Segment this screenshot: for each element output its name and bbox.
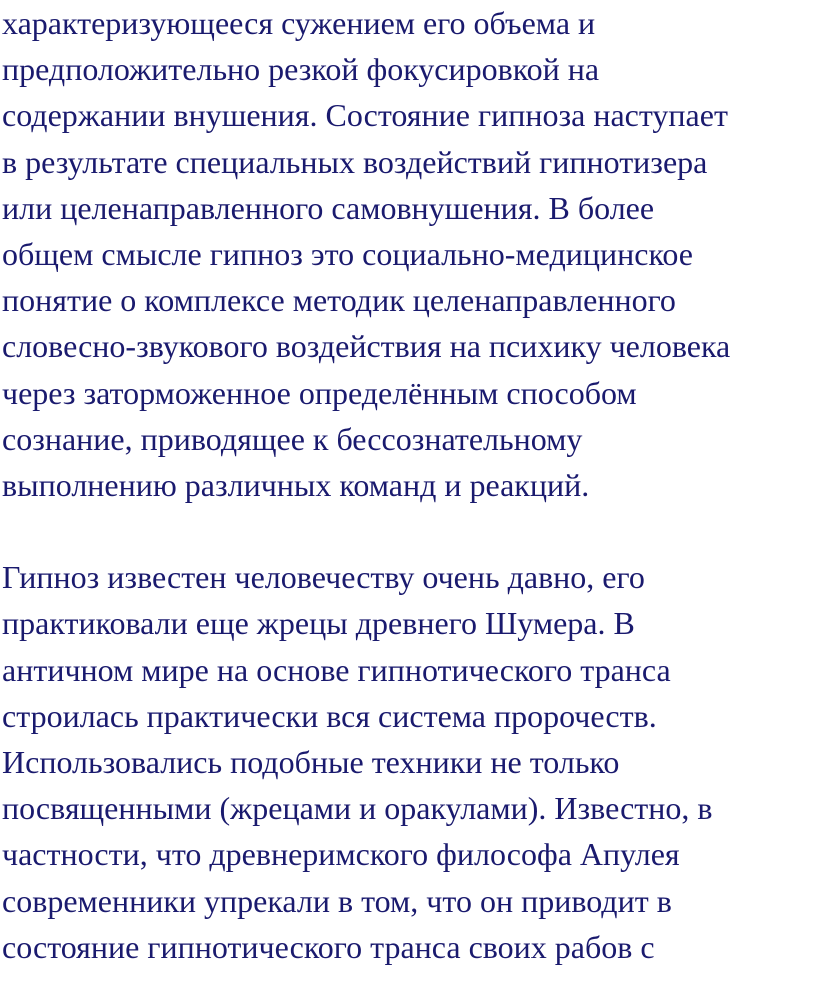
text-line: Гипноз известен человечеству очень давно, его: [2, 559, 645, 596]
paragraph-1: [2, 0, 816, 508]
paragraph-2: [2, 554, 816, 970]
text-line: в результате специальных воздействий гипнотизера: [2, 143, 708, 180]
text-line: выполнению различных команд и реакций.: [2, 466, 590, 503]
text-line: содержании внушения. Состояние гипноза наступает: [2, 97, 728, 134]
text-line: предположительно резкой фокусировкой на: [2, 51, 600, 88]
text-line: понятие о комплексе методик целенаправленного: [2, 282, 676, 319]
text-line: или целенаправленного самовнушения. В более: [2, 189, 655, 226]
document-body: [2, 0, 816, 970]
text-line: античном мире на основе гипнотического транса: [2, 651, 671, 688]
text-line: состояние гипнотического транса своих рабов с: [2, 928, 655, 965]
text-line: практиковали еще жрецы древнего Шумера. В: [2, 605, 635, 642]
text-line: Использовались подобные техники не только: [2, 744, 620, 780]
text-line: сознание, приводящее к бессознательному: [2, 420, 583, 457]
text-line: словесно-звукового воздействия на психику человека: [2, 328, 731, 365]
text-line: современники упрекали в том, что он приводит в: [2, 882, 672, 919]
text-line: посвященными (жрецами и оракулами). Известно, в: [2, 790, 713, 827]
text-line: характеризующееся сужением его объема и: [2, 5, 596, 41]
text-line: общем смысле гипноз это социально-медицинское: [2, 235, 693, 272]
text-line: строилась практически вся система пророчеств.: [2, 697, 657, 734]
paragraph-spacer: [2, 508, 816, 554]
text-line: частности, что древнеримского философа Апулея: [2, 836, 680, 873]
text-line: через заторможенное определённым способом: [2, 374, 637, 411]
